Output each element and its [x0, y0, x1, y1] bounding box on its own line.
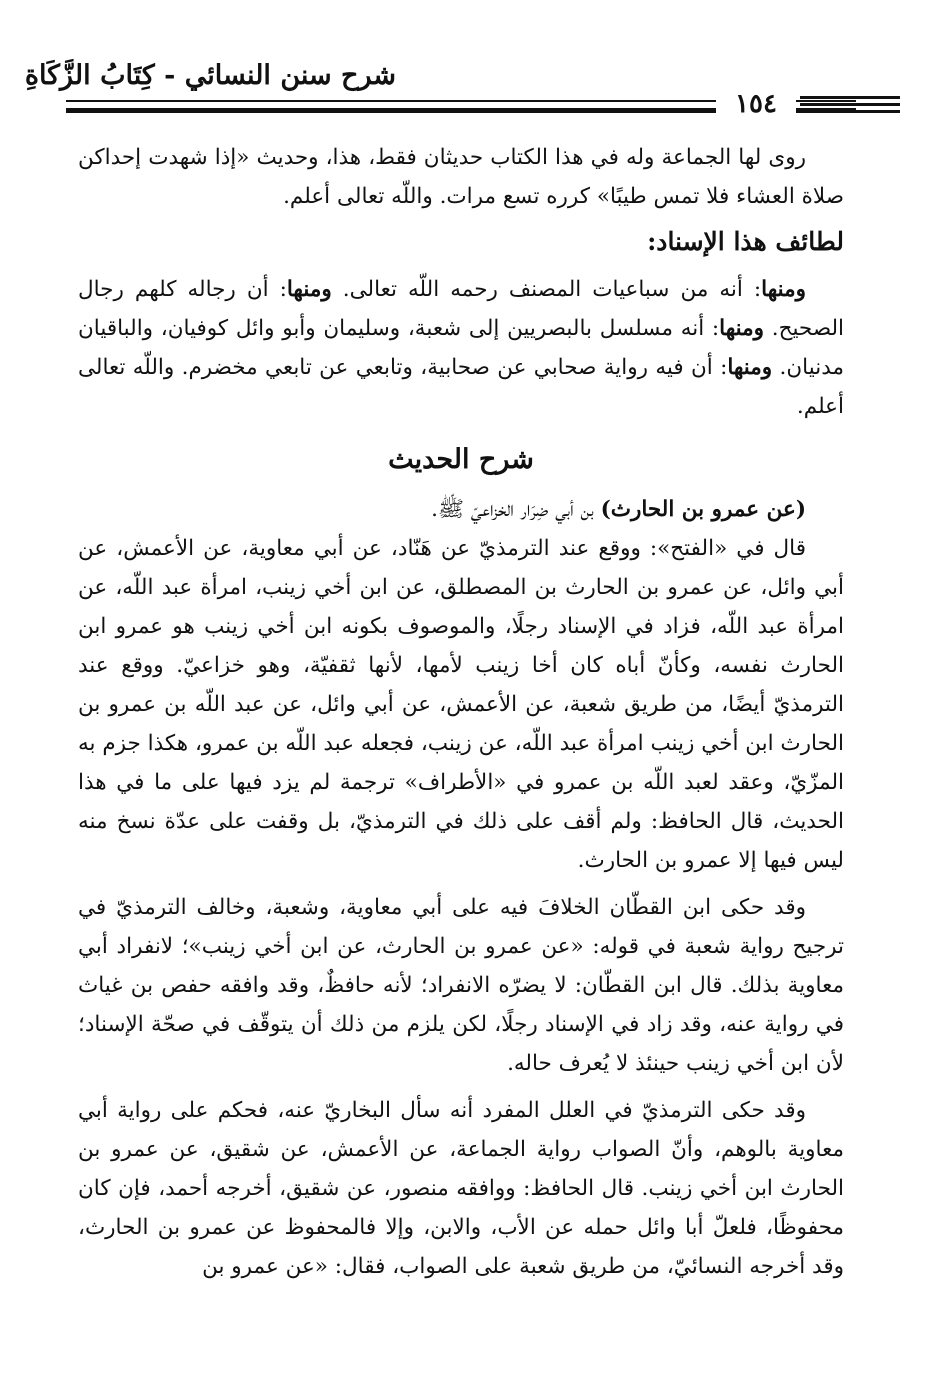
paragraph: قال في «الفتح»: ووقع عند الترمذيّ عن هَنّاد، عن أبي معاوية، عن الأعمش، عن أبي وائل، عن عمرو بن الحارث بن المصطلق، عن ابن أخي زينب، امرأة عبد اللّه، عن امرأة عبد اللّه، فزاد في الإسناد رجلًا، والموصوف بكونه ابن أخي زينب هو عمرو ابن الحارث نفسه، وكأنّ أباه كان أخا زينب لأمها، لأنها ثقفيّة، وهو خزاعيّ. ووقع عند الترمذيّ أيضًا، من طريق شعبة، عن الأعمش، عن أبي وائل، عن عبد اللّه بن عمرو بن الحارث ابن أخي زينب امرأة عبد اللّه، عن زينب، فجعله عبد اللّه بن عمرو، هكذا جزم به المزّيّ، وعقد لعبد اللّه بن عمرو في «الأطراف» ترجمة لم يزد فيها على ما في هذا الحديث، قال الحافظ: ولم أقف على ذلك في الترمذيّ، بل وقفت على عدّة نسخ منه ليس فيها إلا عمرو بن الحارث. [78, 536, 844, 873]
lataif-paragraph [78, 270, 844, 426]
hadith-lead-text: بن أبي ضِرَار الخزاعيّ ﷺ. [431, 497, 601, 522]
text: : أن رجاله كلهم رجال الصحيح. [78, 277, 844, 341]
hadith-lead-bold: (عن عمرو بن الحارث) [600, 497, 806, 522]
label: ومنها [719, 316, 765, 341]
text: : أنه من سباعيات المصنف رحمه اللّه تعالى. [342, 277, 762, 302]
running-header-title: شرح سنن النسائي - كِتَابُ الزَّكَاةِ [24, 60, 396, 91]
hadith-lead [78, 490, 844, 529]
section-heading: لطائف هذا الإسناد: [647, 227, 844, 256]
text: : أن فيه رواية صحابي عن صحابية، وتابعي عن تابعي مخضرم. واللّه تعالى أعلم. [78, 355, 844, 419]
label: ومنها [761, 277, 807, 302]
page-number-ornament [800, 96, 900, 117]
paragraph: وقد حكى ابن القطّان الخلافَ فيه على أبي معاوية، وشعبة، وخالف الترمذيّ في ترجيح رواية شعبة في قوله: «عن عمرو بن الحارث، عن ابن أخي زينب»؛ لانفراد أبي معاوية بذلك. قال ابن القطّان: لا يضرّه الانفراد؛ لأنه حافظٌ، وقد وافقه حفص بن غياث في رواية عنه، وقد زاد في الإسناد رجلًا، لكن يلزم من ذلك أن يتوقّف في صحّة الإسناد؛ لأن ابن أخي زينب حينئذ لا يُعرف حاله. [78, 895, 844, 1076]
paragraph: وقد حكى الترمذيّ في العلل المفرد أنه سأل البخاريّ عنه، فحكم على رواية أبي معاوية بالوهم، وأنّ الصواب رواية الجماعة، عن الأعمش، عن شقيق، عن عمرو بن الحارث ابن أخي زينب. قال الحافظ: ووافقه منصور، عن شقيق، أخرجه أحمد، فإن كان محفوظًا، فلعلّ أبا وائل حمله عن الأب، والابن، وإلا فالمحفوظ عن عمرو بن الحارث، وقد أخرجه النسائيّ، من طريق شعبة على الصواب، فقال: «عن عمرو بن [78, 1098, 844, 1279]
label: ومنها [727, 355, 773, 380]
page-number: ١٥٤ [716, 88, 796, 120]
page-body [78, 138, 844, 1286]
label: ومنها [286, 277, 332, 302]
paragraph: روى لها الجماعة وله في هذا الكتاب حديثان فقط، هذا، وحديث «إذا شهدت إحداكن صلاة العشاء فلا تمس طيبًا» كرره تسع مرات. واللّه تعالى أعلم. [78, 145, 844, 209]
text: : أنه مسلسل بالبصريين إلى شعبة، وسليمان وأبو وائل كوفيان، والباقيان مدنيان. [78, 316, 844, 380]
section-heading-centered: شرح الحديث [388, 444, 534, 475]
